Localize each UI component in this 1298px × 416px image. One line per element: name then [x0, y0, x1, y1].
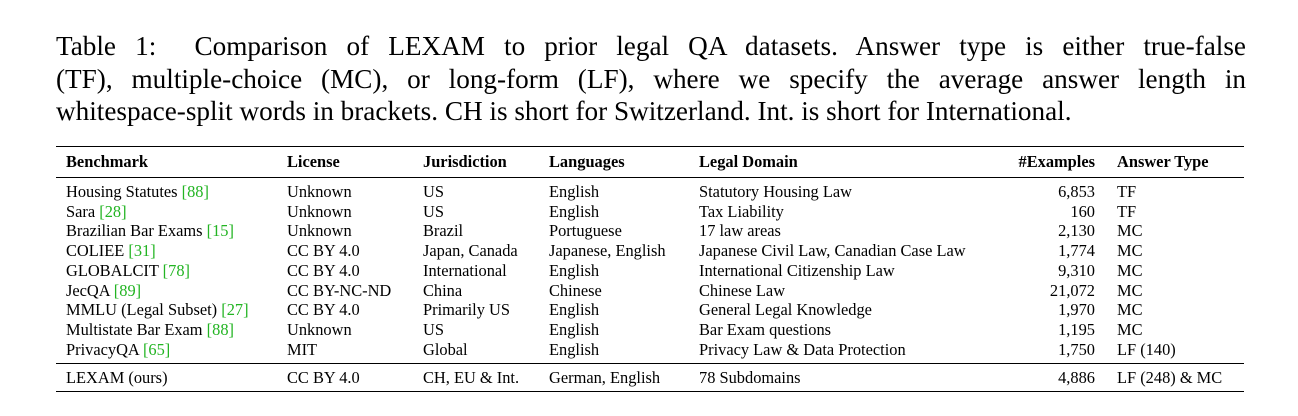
cell-license: Unknown: [287, 221, 352, 241]
cell-domain: 78 Subdomains: [699, 367, 801, 387]
caption-text-1b: to prior legal QA datasets. Answer type is either true-false: [484, 31, 1246, 61]
table-row: [56, 178, 1244, 202]
cell-domain: Privacy Law & Data Protection: [699, 339, 906, 359]
cell-benchmark: Sara [28]: [66, 201, 127, 221]
cell-domain: Chinese Law: [699, 280, 786, 300]
comparison-table: [56, 146, 1244, 392]
table-header-row: [56, 147, 1244, 178]
table-row: [56, 221, 1244, 241]
citation-link[interactable]: [28]: [99, 201, 127, 221]
cell-license: CC BY-NC-ND: [287, 280, 392, 300]
caption-text-1a: Comparison of: [194, 31, 389, 61]
cell-languages: English: [549, 319, 600, 339]
cell-languages: Portuguese: [549, 221, 622, 241]
cell-languages: English: [549, 339, 600, 359]
cell-domain: Bar Exam questions: [699, 319, 832, 339]
table-row: [56, 320, 1244, 340]
header-examples: #Examples: [1018, 152, 1095, 171]
header-jurisdiction: Jurisdiction: [423, 152, 507, 171]
cell-jurisdiction: Global: [423, 339, 468, 359]
cell-languages: English: [549, 201, 600, 221]
cell-license: CC BY 4.0: [287, 300, 360, 320]
cell-domain: Statutory Housing Law: [699, 182, 852, 201]
table-row: [56, 261, 1244, 281]
header-answer-type: Answer Type: [1117, 152, 1209, 171]
cell-license: Unknown: [287, 201, 352, 221]
cell-jurisdiction: Primarily US: [423, 300, 510, 320]
citation-link[interactable]: [65]: [142, 339, 171, 359]
table-row: [56, 340, 1244, 364]
cell-answer-type: TF: [1117, 201, 1137, 221]
header-languages: Languages: [549, 152, 625, 171]
table-caption: [56, 30, 1246, 128]
header-benchmark: Benchmark: [66, 152, 148, 171]
cell-domain: Japanese Civil Law, Canadian Case Law: [699, 241, 966, 261]
cell-languages: English: [549, 182, 600, 201]
caption-line-1: [56, 30, 1246, 63]
cell-jurisdiction: US: [423, 182, 444, 201]
citation-link[interactable]: [88]: [206, 319, 234, 339]
cell-license: CC BY 4.0: [287, 367, 360, 387]
cell-languages: Japanese, English: [549, 241, 666, 261]
cell-jurisdiction: International: [423, 260, 507, 280]
cell-examples: 9,310: [1058, 260, 1095, 280]
cell-examples: 6,853: [1058, 182, 1095, 201]
cell-license: CC BY 4.0: [287, 241, 360, 261]
cell-benchmark: COLIEE [31]: [66, 241, 156, 261]
citation-link[interactable]: [27]: [221, 300, 249, 320]
cell-answer-type: MC: [1117, 241, 1143, 261]
cell-benchmark: Housing Statutes [88]: [66, 182, 209, 201]
table-row: [56, 281, 1244, 301]
header-legal-domain: Legal Domain: [699, 152, 798, 171]
cell-jurisdiction: US: [423, 201, 444, 221]
header-license: License: [287, 152, 340, 171]
caption-line-3: whitespace-split words in brackets. CH is short for Switzerland. Int. is short for International.: [56, 96, 1072, 126]
cell-benchmark: JecQA [89]: [66, 280, 142, 300]
cell-languages: English: [549, 260, 600, 280]
cell-examples: 1,195: [1058, 319, 1095, 339]
citation-link[interactable]: [78]: [162, 260, 190, 280]
cell-jurisdiction: Brazil: [423, 221, 464, 241]
cell-jurisdiction: CH, EU & Int.: [423, 367, 520, 387]
cell-jurisdiction: US: [423, 319, 444, 339]
caption-line-2: (TF), multiple-choice (MC), or long-form (LF), where we specify the average answer length in: [56, 63, 1246, 94]
table-row: [56, 300, 1244, 320]
cell-benchmark: Multistate Bar Exam [88]: [66, 319, 234, 339]
cell-jurisdiction: China: [423, 280, 463, 300]
caption-label: Table 1:: [56, 31, 157, 61]
cell-examples: 21,072: [1049, 280, 1095, 300]
cell-examples: 4,886: [1058, 367, 1095, 387]
table-row: [56, 241, 1244, 261]
cell-examples: 2,130: [1058, 221, 1095, 241]
cell-examples: 1,750: [1058, 339, 1095, 359]
citation-link[interactable]: [88]: [181, 182, 209, 201]
cell-license: CC BY 4.0: [287, 260, 360, 280]
table-row: [56, 202, 1244, 222]
cell-domain: International Citizenship Law: [699, 260, 895, 280]
cell-benchmark-ours: LEXAM (ours): [66, 367, 168, 387]
citation-link[interactable]: [89]: [113, 280, 142, 300]
cell-answer-type: MC: [1117, 260, 1143, 280]
cell-languages: German, English: [549, 367, 661, 387]
cell-answer-type: MC: [1117, 221, 1143, 241]
cell-domain: General Legal Knowledge: [699, 300, 872, 320]
cell-languages: Chinese: [549, 280, 602, 300]
cell-license: MIT: [287, 339, 318, 359]
cell-license: Unknown: [287, 182, 352, 201]
cell-examples: 1,970: [1058, 300, 1095, 320]
cell-answer-type: LF (140): [1117, 339, 1176, 359]
table-row-ours: [56, 364, 1244, 392]
citation-link[interactable]: [31]: [128, 241, 156, 261]
citation-link[interactable]: [15]: [206, 221, 234, 241]
cell-answer-type: MC: [1117, 300, 1143, 320]
cell-benchmark: PrivacyQA [65]: [66, 339, 171, 359]
cell-answer-type: MC: [1117, 280, 1143, 300]
cell-domain: Tax Liability: [699, 201, 784, 221]
cell-answer-type: MC: [1117, 319, 1143, 339]
cell-answer-type: TF: [1117, 182, 1137, 201]
cell-benchmark: MMLU (Legal Subset) [27]: [66, 300, 249, 320]
cell-benchmark: Brazilian Bar Exams [15]: [66, 221, 234, 241]
cell-examples: 160: [1070, 201, 1095, 221]
comparison-table-container: [56, 146, 1244, 392]
cell-languages: English: [549, 300, 600, 320]
cell-domain: 17 law areas: [699, 221, 781, 241]
cell-license: Unknown: [287, 319, 352, 339]
dataset-name: LEXAM: [388, 31, 485, 61]
cell-jurisdiction: Japan, Canada: [423, 241, 518, 261]
cell-benchmark: GLOBALCIT [78]: [66, 260, 190, 280]
cell-answer-type: LF (248) & MC: [1117, 367, 1223, 387]
cell-examples: 1,774: [1058, 241, 1095, 261]
